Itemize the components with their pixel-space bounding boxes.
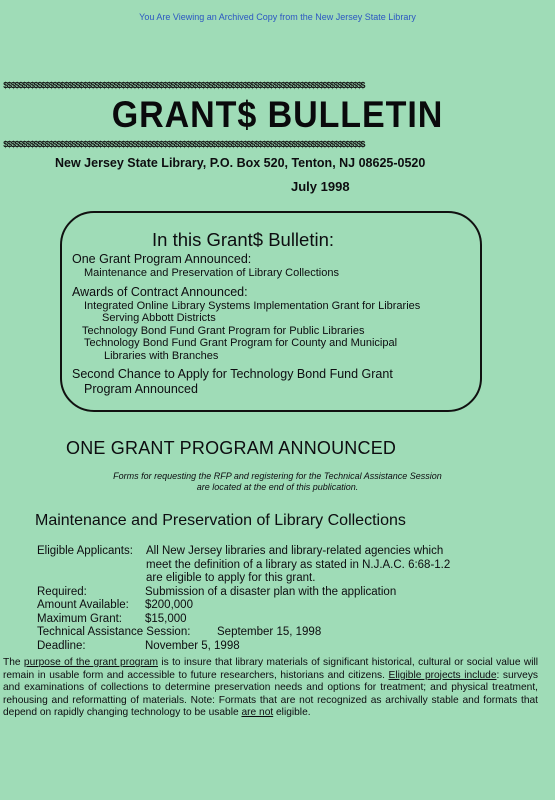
contents-item: Libraries with Branches: [104, 349, 219, 362]
detail-row-maximum: [37, 613, 527, 627]
detail-label: Eligible Applicants:: [37, 545, 133, 557]
detail-value: are eligible to apply for this grant.: [146, 572, 316, 584]
paragraph-text: The: [3, 657, 24, 668]
detail-value: September 15, 1998: [217, 626, 322, 638]
detail-row-amount: [37, 599, 527, 613]
detail-value: Submission of a disaster plan with the application: [145, 585, 397, 598]
forms-note-line: are located at the end of this publication.: [196, 482, 359, 492]
detail-label: Maximum Grant:: [37, 612, 122, 625]
paragraph-text: is to insure that library materials of significant historical, cultural or social value will remain in usable form and accessible to future researchers, historians and citizens.: [3, 657, 538, 681]
contents-item: Technology Bond Fund Grant Program for County and Municipal: [84, 337, 398, 349]
contents-group: [72, 285, 472, 363]
forms-note-line: Forms for requesting the RFP and registering for the Technical Assistance Session: [113, 471, 442, 481]
detail-label: Amount Available:: [37, 599, 129, 611]
contents-group-heading: Second Chance to Apply for Technology Bond Fund Grant: [72, 367, 393, 381]
dollar-rule-bottom: $$$$$$$$$$$$$$$$$$$$$$$$$$$$$$$$$$$$$$$$$$$$$$$$$$$$$$$$$$$$$$$$$$$$$$$$$$$$$$$$$$$$$$$$$$$$$$$: [3, 140, 365, 150]
purpose-paragraph: [3, 657, 538, 720]
paragraph-emphasis: are not: [241, 707, 274, 718]
paragraph-emphasis: Eligible projects include: [388, 669, 497, 681]
contents-group-heading: One Grant Program Announced:: [72, 252, 252, 266]
detail-row-session: [37, 626, 527, 640]
detail-label: Technical Assistance Session:: [37, 626, 191, 638]
detail-row-deadline: [37, 640, 527, 654]
detail-value: November 5, 1998: [145, 639, 240, 652]
paragraph-text: : surveys and examinations of collections to determine preservation needs and options for treatment; and physical treatment, rehousing and reformatting of materials. Note: Formats that are not recognized as archivally stable and formats that depend on rapidly changing technology to be usable: [3, 669, 539, 718]
contents-group: [72, 367, 472, 397]
detail-value: All New Jersey libraries and library-related agencies which: [146, 545, 444, 557]
contents-group: [72, 252, 472, 280]
detail-value: meet the definition of a library as stated in N.J.A.C. 6:68-1.2: [146, 558, 451, 571]
contents-list: [72, 252, 472, 397]
detail-row-eligible: [37, 545, 527, 559]
contents-item: Integrated Online Library Systems Implementation Grant for Libraries: [84, 299, 421, 312]
detail-row-eligible-cont: [37, 572, 527, 586]
contents-group-heading-cont: Program Announced: [84, 382, 198, 396]
issue-date: July 1998: [291, 179, 350, 194]
grant-details: [37, 545, 527, 653]
contents-item: Serving Abbott Districts: [102, 312, 216, 324]
paragraph-text: eligible.: [273, 707, 311, 718]
dollar-rule-top: $$$$$$$$$$$$$$$$$$$$$$$$$$$$$$$$$$$$$$$$$$$$$$$$$$$$$$$$$$$$$$$$$$$$$$$$$$$$$$$$$$$$$$$$$$$$$$$: [3, 81, 365, 91]
detail-value: $200,000: [145, 599, 193, 611]
section-heading: ONE GRANT PROGRAM ANNOUNCED: [66, 438, 397, 458]
contents-title: In this Grant$ Bulletin:: [152, 229, 335, 250]
detail-value: $15,000: [145, 612, 187, 625]
detail-row-required: [37, 586, 527, 600]
paragraph-emphasis: purpose of the grant program: [23, 657, 158, 668]
archive-banner: You Are Viewing an Archived Copy from the New Jersey State Library: [139, 12, 416, 22]
forms-note: [0, 471, 555, 493]
contents-item: Technology Bond Fund Grant Program for Public Libraries: [82, 324, 365, 337]
detail-row-eligible-cont: [37, 559, 527, 573]
contents-group-heading: Awards of Contract Announced:: [72, 284, 248, 299]
masthead-title: GRANT$ BULLETIN: [111, 94, 444, 135]
detail-label: Required:: [37, 585, 87, 598]
subsection-heading: Maintenance and Preservation of Library Collections: [35, 512, 406, 529]
contents-item: Maintenance and Preservation of Library Collections: [84, 267, 339, 279]
library-address: New Jersey State Library, P.O. Box 520, Tenton, NJ 08625-0520: [55, 156, 426, 170]
detail-label: Deadline:: [37, 639, 86, 652]
